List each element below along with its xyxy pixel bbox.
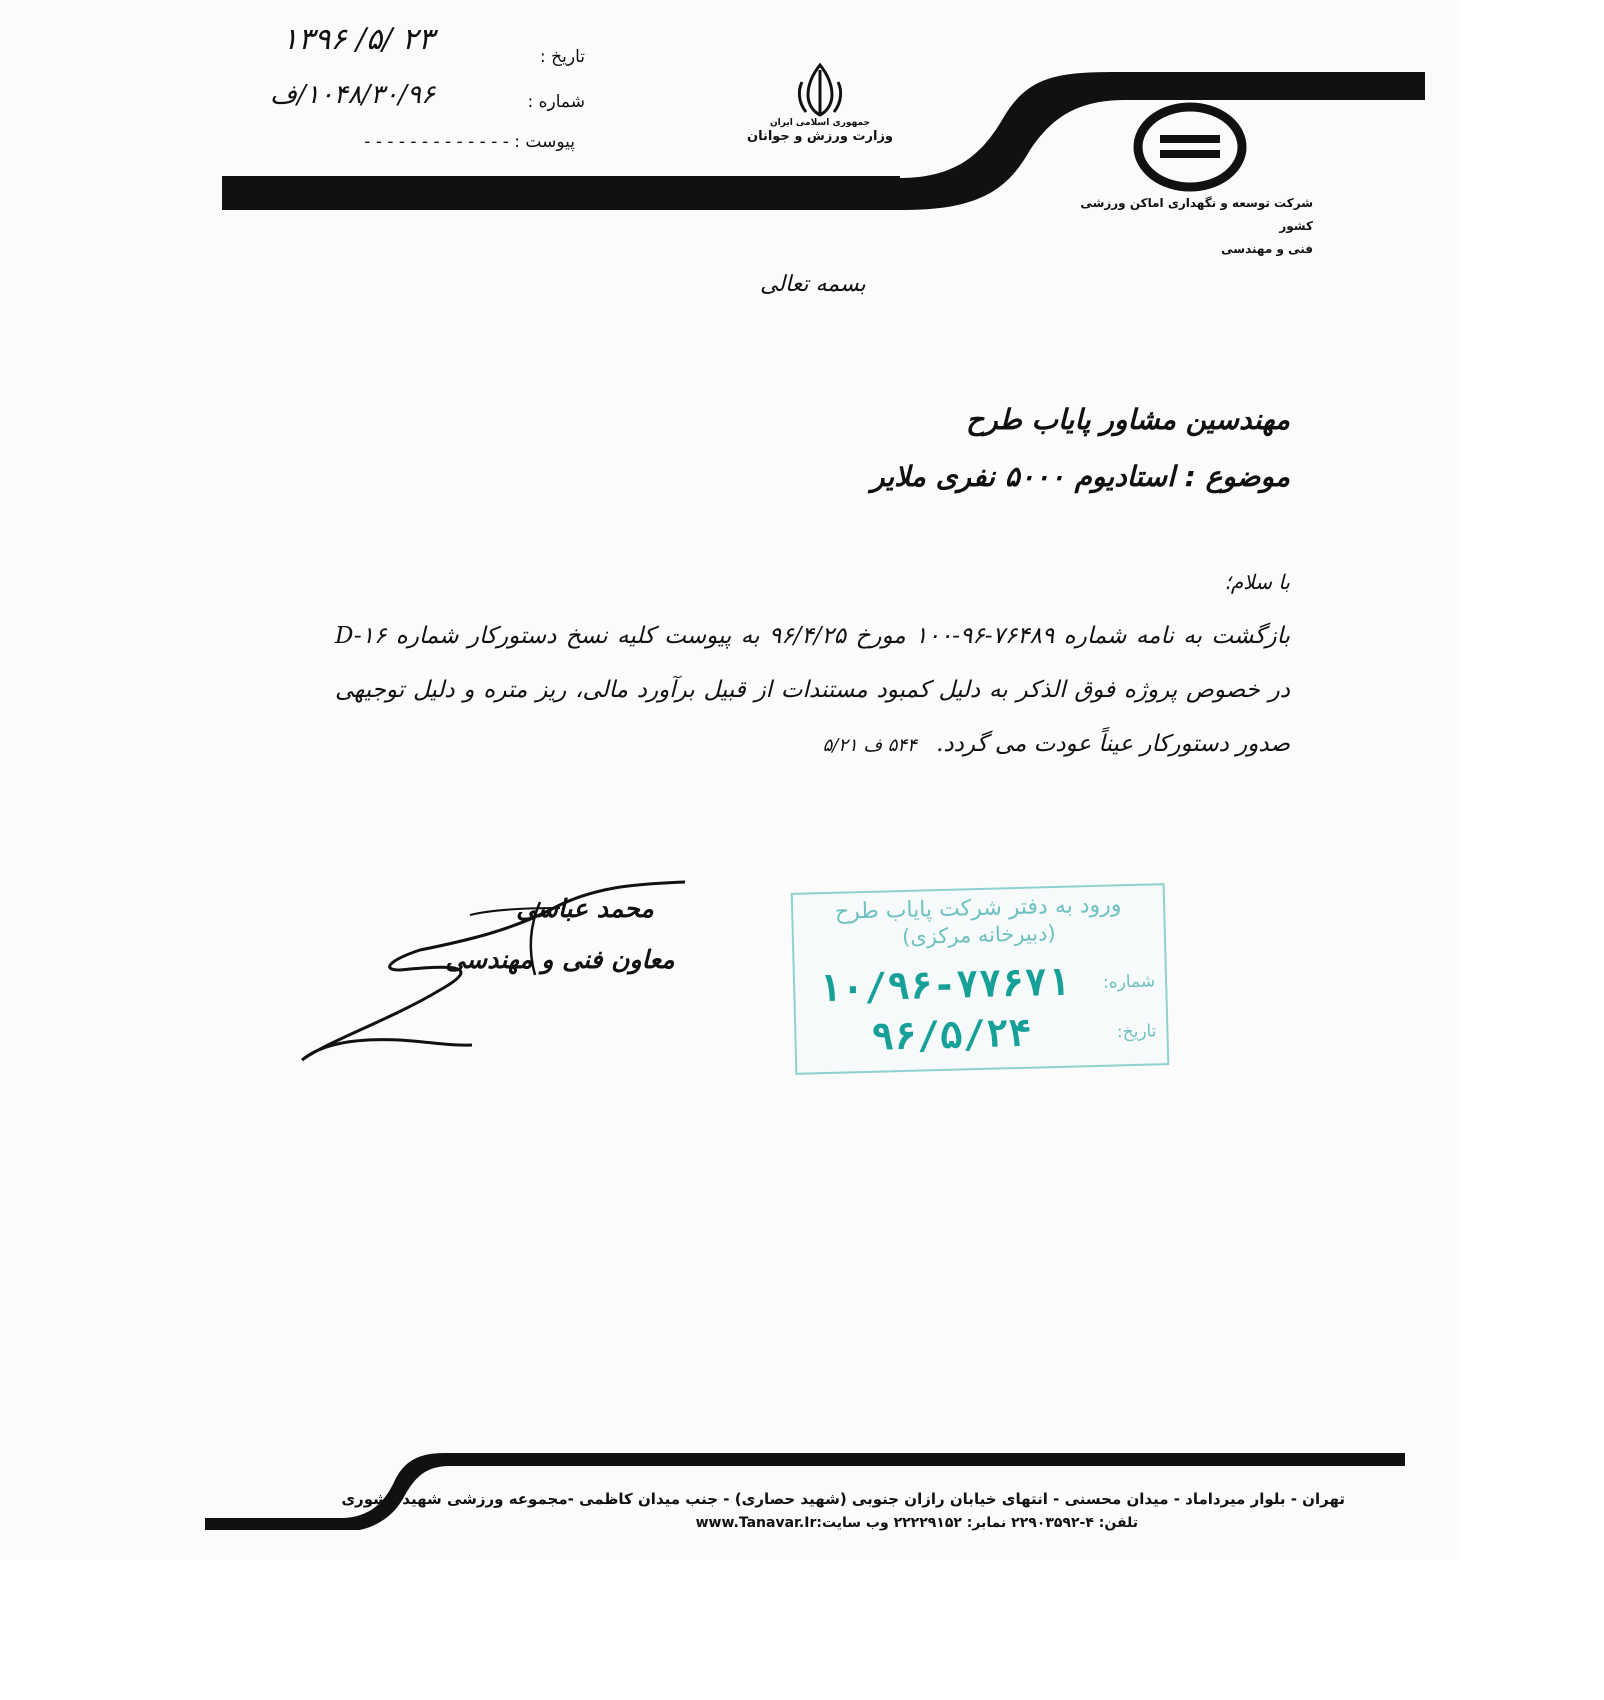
greeting: با سلام؛ xyxy=(1224,570,1290,594)
receipt-stamp xyxy=(791,883,1170,1075)
stamp-number-value: ۱۰/۹۶-۷۷۶۷۱ xyxy=(817,959,1071,1011)
signatory-title: معاون فنی و مهندسی xyxy=(445,945,675,974)
ministry-line1: جمهوری اسلامی ایران xyxy=(769,118,871,128)
subject: موضوع : استادیوم ۵۰۰۰ نفری ملایر xyxy=(870,460,1290,493)
stamp-line2: (دبیرخانه مرکزی) xyxy=(901,921,1056,950)
stamp-number-label: شماره: xyxy=(1102,971,1156,993)
footer-address: تهران - بلوار میرداماد - میدان محسنی - انتهای خیابان رازان جنوبی (شهید حصاری) - جنب میدان کاظمی -مجموعه ورزشی شهید کشوری xyxy=(341,1490,1345,1508)
number-label: شماره : xyxy=(527,92,585,112)
paragraph-text: بازگشت به نامه شماره ۷۶۴۸۹-۹۶-۱۰۰ مورخ ۹۶/۴/۲۵ به پیوست کلیه نسخ دستورکار شماره D-۱۶ در خصوص پروژه فوق الذکر به دلیل کمبود مستندات از قبیل برآورد مالی، ریز متره و دلیل توجیهی صدور دستورکار عیناً عودت می گردد. xyxy=(335,623,1290,757)
ministry-block xyxy=(720,118,920,146)
company-logo-icon xyxy=(1130,102,1250,192)
attachment-field xyxy=(320,132,575,152)
footer-contact: تلفن: ۴-۲۲۹۰۳۵۹۲ نمابر: ۲۲۲۲۹۱۵۲ وب سایت:www.Tanavar.Ir xyxy=(695,1515,1138,1531)
company-line1: شرکت توسعه و نگهداری اماکن ورزشی کشور xyxy=(1080,196,1313,233)
date-value: ۱۳۹۶ /۵/ ۲۳ xyxy=(282,22,435,57)
stamp-date-value: ۹۶/۵/۲۴ xyxy=(870,1010,1032,1059)
iran-emblem-icon xyxy=(790,60,850,120)
invocation: بسمه تعالی xyxy=(760,272,866,297)
number-value: ۱۰۴۸/۳۰/۹۶/ف xyxy=(270,80,435,110)
company-line2: فنی و مهندسی xyxy=(1221,241,1313,256)
attachment-label: پیوست : xyxy=(514,132,575,152)
company-block xyxy=(1050,192,1313,260)
attachment-value: - - - - - - - - - - - - - xyxy=(364,132,509,152)
stamp-date-label: تاریخ: xyxy=(1116,1021,1157,1043)
date-label: تاریخ : xyxy=(540,47,585,67)
signatory-name: محمد عباسی xyxy=(516,894,654,923)
body-paragraph xyxy=(335,609,1290,773)
handwritten-signature xyxy=(290,870,710,1070)
stamp-line1: ورود به دفتر شرکت پایاب طرح xyxy=(834,892,1122,925)
addressee: مهندسین مشاور پایاب طرح xyxy=(966,403,1290,436)
ministry-line2: وزارت ورزش و جوانان xyxy=(746,129,894,145)
hand-note: ۵۴۴ ف ۵/۲۱ xyxy=(822,735,917,756)
